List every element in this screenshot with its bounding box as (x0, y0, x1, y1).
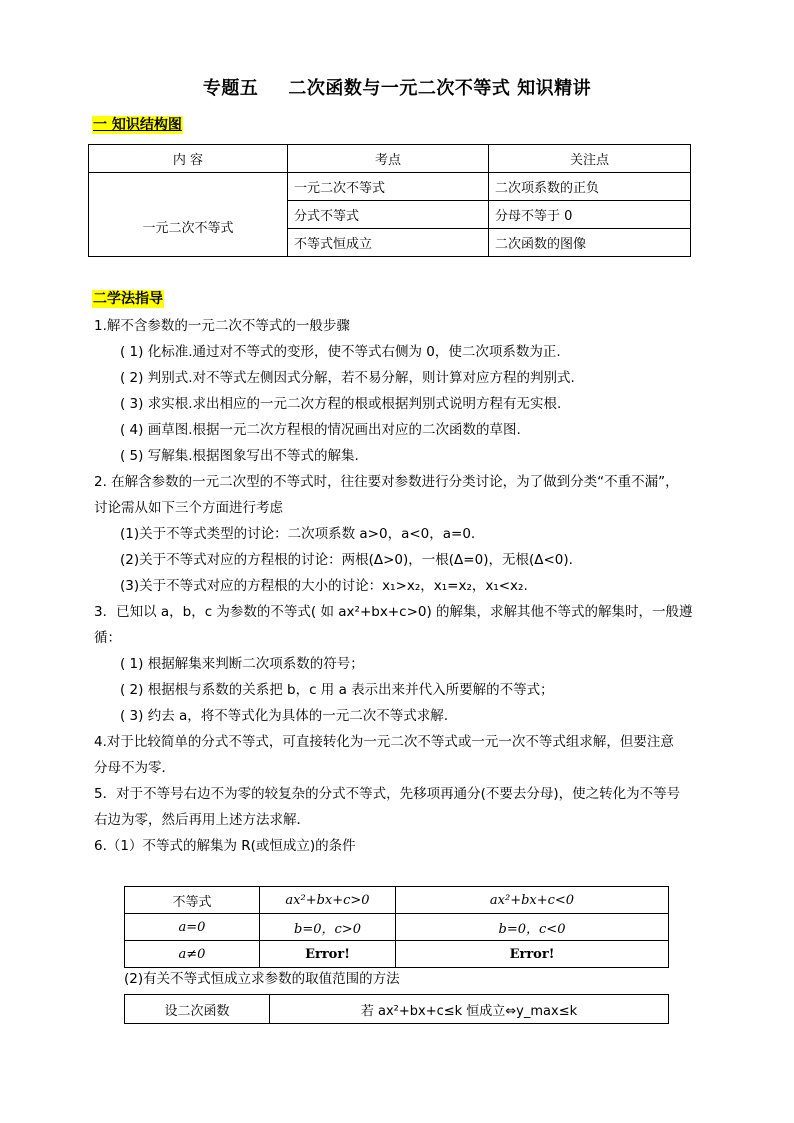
paragraph-3-cont: 循： (94, 630, 121, 646)
section-heading-structure: 一 知识结构图 (93, 117, 182, 133)
title-part2: 二次函数与一元二次不等式 知识精讲 (288, 78, 592, 99)
constant-range-table (124, 994, 669, 1024)
paragraph-2-cont: 讨论需从如下三个方面进行考虑 (94, 500, 283, 516)
paragraph-4-cont: 分母不为零． (94, 760, 175, 776)
discussion-1: (1)关于不等式类型的讨论：二次项系数 a>0，a<0，a=0. (120, 526, 476, 542)
paragraph-2: 2. 在解含参数的一元二次型的不等式时，往往要对参数进行分类讨论，为了做到分类“不重不漏”， (94, 474, 679, 490)
table-cell: a=0 (125, 914, 260, 941)
page-title (0, 74, 794, 100)
exam-point-cell: 一元二次不等式 (288, 173, 489, 201)
paragraph-3: 3．已知以 a，b，c 为参数的不等式( 如 ax²+bx+c>0) 的解集，求解其他不等式的解集时，一般遵 (94, 604, 693, 620)
exam-point-cell: 不等式恒成立 (288, 229, 489, 257)
focus-cell: 二次项系数的正负 (489, 173, 691, 201)
method-body (94, 313, 704, 859)
paragraph-5-cont: 右边为零，然后再用上述方法求解． (94, 812, 310, 828)
paragraph-6-2: (2)有关不等式恒成立求参数的取值范围的方法 (124, 971, 400, 987)
table-cell: b=0，c>0 (260, 914, 396, 941)
title-part1: 专题五 (202, 78, 259, 99)
table-cell: Error! (260, 941, 396, 968)
step-3: ( 3) 求实根.求出相应的一元二次方程的根或根据判别式说明方程有无实根. (120, 396, 562, 412)
table-cell: a≠0 (125, 941, 260, 968)
section-heading-method: 二学法指导 (93, 291, 163, 307)
paragraph-6: 6.（1）不等式的解集为 R(或恒成立)的条件 (94, 838, 356, 854)
table-cell: 若 ax²+bx+c≤k 恒成立⇔y_max≤k (270, 995, 669, 1024)
header-content: 内 容 (89, 145, 288, 173)
paragraph-1: 1.解不含参数的一元二次不等式的一般步骤 (94, 318, 350, 334)
table-cell: 设二次函数 (125, 995, 270, 1024)
table-cell: b=0，c<0 (396, 914, 669, 941)
discussion-3: (3)关于不等式对应的方程根的大小的讨论：x₁>x₂，x₁=x₂，x₁<x₂. (120, 578, 528, 594)
table-cell: 不等式 (125, 887, 260, 914)
focus-cell: 二次函数的图像 (489, 229, 691, 257)
exam-point-cell: 分式不等式 (288, 201, 489, 229)
knowledge-structure-table (88, 144, 691, 257)
rule-3: ( 3) 约去 a，将不等式化为具体的一元二次不等式求解. (120, 708, 449, 724)
step-5: ( 5) 写解集.根据图象写出不等式的解集. (120, 448, 359, 464)
paragraph-4: 4.对于比较简单的分式不等式，可直接转化为一元二次不等式或一元一次不等式组求解，但要注意 (94, 734, 674, 750)
table-cell: Error! (396, 941, 669, 968)
inequality-condition-table (124, 886, 669, 968)
step-2: ( 2) 判别式.对不等式左侧因式分解，若不易分解，则计算对应方程的判别式. (120, 370, 575, 386)
header-focus: 关注点 (489, 145, 691, 173)
header-exam-point: 考点 (288, 145, 489, 173)
topic-cell: 一元二次不等式 (89, 173, 288, 257)
focus-cell: 分母不等于 0 (489, 201, 691, 229)
paragraph-5: 5．对于不等号右边不为零的较复杂的分式不等式，先移项再通分(不要去分母)，使之转化为不等号 (94, 786, 681, 802)
step-1: ( 1) 化标准.通过对不等式的变形，使不等式右侧为 0，使二次项系数为正. (120, 344, 561, 360)
table-cell: ax²+bx+c<0 (396, 887, 669, 914)
rule-1: ( 1) 根据解集来判断二次项系数的符号； (120, 656, 364, 672)
step-4: ( 4) 画草图.根据一元二次方程根的情况画出对应的二次函数的草图. (120, 422, 521, 438)
table-cell: ax²+bx+c>0 (260, 887, 396, 914)
rule-2: ( 2) 根据根与系数的关系把 b，c 用 a 表示出来并代入所要解的不等式； (120, 682, 554, 698)
discussion-2: (2)关于不等式对应的方程根的讨论：两根(Δ>0)，一根(Δ=0)，无根(Δ<0). (120, 552, 573, 568)
